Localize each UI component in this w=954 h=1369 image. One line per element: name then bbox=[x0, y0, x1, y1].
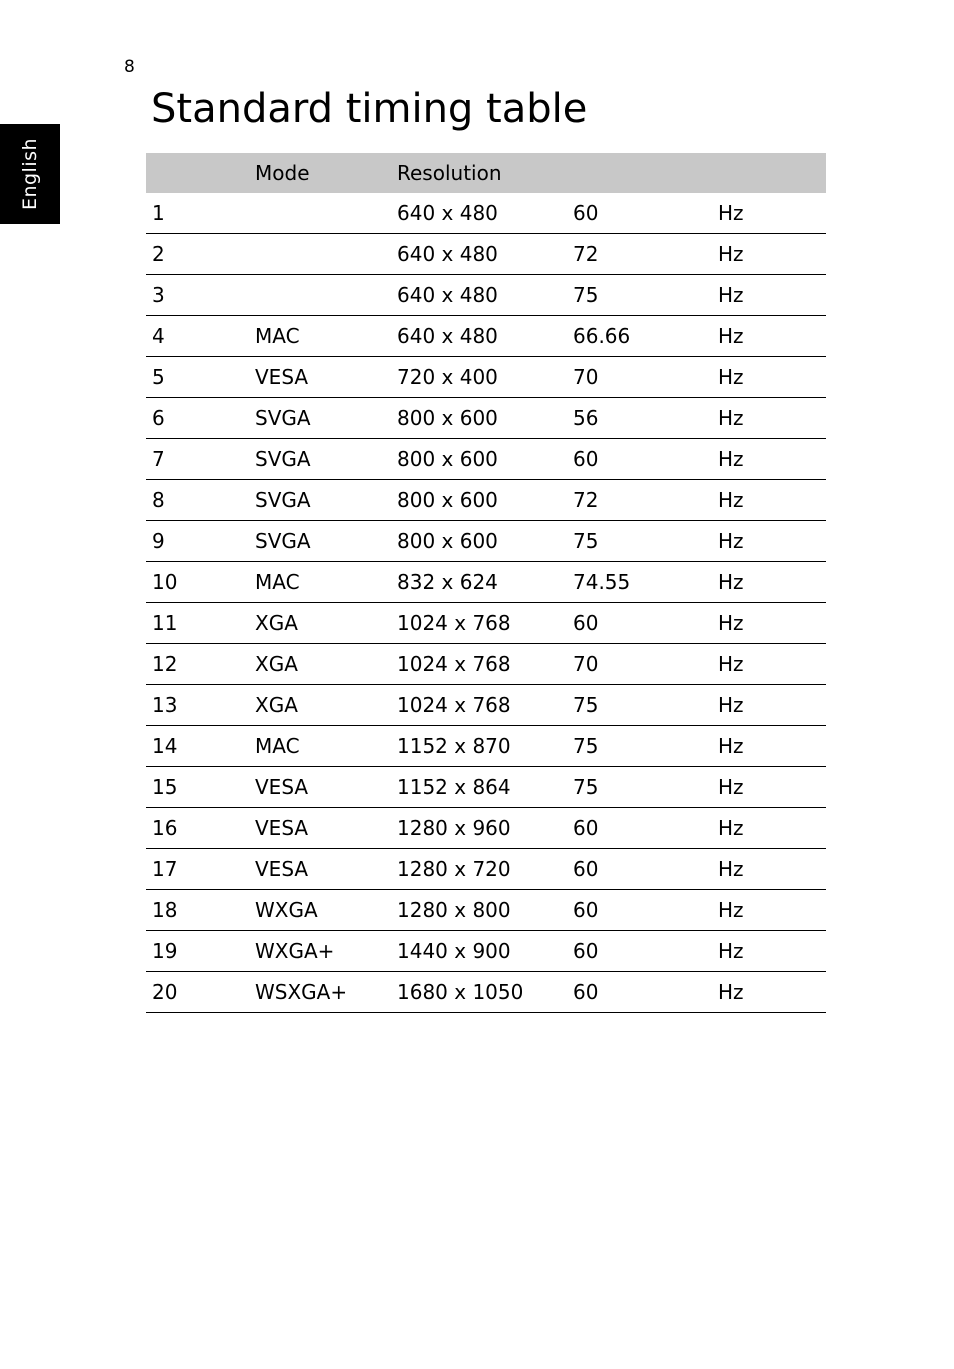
unit-cell: Hz bbox=[712, 931, 826, 972]
frequency-cell: 66.66 bbox=[567, 316, 712, 357]
table-row bbox=[146, 439, 826, 480]
row-number: 5 bbox=[146, 357, 249, 398]
resolution-cell: 1680 x 1050 bbox=[391, 972, 567, 1013]
mode-cell bbox=[249, 275, 391, 316]
table-row bbox=[146, 644, 826, 685]
resolution-cell: 832 x 624 bbox=[391, 562, 567, 603]
unit-cell: Hz bbox=[712, 767, 826, 808]
row-number: 11 bbox=[146, 603, 249, 644]
mode-cell: MAC bbox=[249, 316, 391, 357]
table-row bbox=[146, 234, 826, 275]
unit-cell: Hz bbox=[712, 480, 826, 521]
mode-cell: WXGA bbox=[249, 890, 391, 931]
table-row bbox=[146, 890, 826, 931]
table-row bbox=[146, 193, 826, 234]
resolution-cell: 1280 x 960 bbox=[391, 808, 567, 849]
resolution-cell: 1024 x 768 bbox=[391, 685, 567, 726]
header-frequency bbox=[567, 153, 712, 193]
frequency-cell: 60 bbox=[567, 603, 712, 644]
row-number: 18 bbox=[146, 890, 249, 931]
table-row bbox=[146, 726, 826, 767]
row-number: 17 bbox=[146, 849, 249, 890]
mode-cell: VESA bbox=[249, 767, 391, 808]
resolution-cell: 800 x 600 bbox=[391, 398, 567, 439]
resolution-cell: 1024 x 768 bbox=[391, 644, 567, 685]
table-row bbox=[146, 808, 826, 849]
mode-cell bbox=[249, 193, 391, 234]
table-row bbox=[146, 316, 826, 357]
table-row bbox=[146, 562, 826, 603]
table-row bbox=[146, 931, 826, 972]
mode-cell bbox=[249, 234, 391, 275]
unit-cell: Hz bbox=[712, 890, 826, 931]
mode-cell: VESA bbox=[249, 849, 391, 890]
row-number: 1 bbox=[146, 193, 249, 234]
table-row bbox=[146, 398, 826, 439]
frequency-cell: 74.55 bbox=[567, 562, 712, 603]
resolution-cell: 640 x 480 bbox=[391, 275, 567, 316]
row-number: 15 bbox=[146, 767, 249, 808]
table-row bbox=[146, 275, 826, 316]
resolution-cell: 1440 x 900 bbox=[391, 931, 567, 972]
frequency-cell: 72 bbox=[567, 234, 712, 275]
resolution-cell: 640 x 480 bbox=[391, 316, 567, 357]
resolution-cell: 720 x 400 bbox=[391, 357, 567, 398]
unit-cell: Hz bbox=[712, 603, 826, 644]
frequency-cell: 75 bbox=[567, 767, 712, 808]
mode-cell: SVGA bbox=[249, 480, 391, 521]
table-body bbox=[146, 193, 826, 1013]
language-side-tab bbox=[0, 124, 60, 224]
frequency-cell: 60 bbox=[567, 849, 712, 890]
resolution-cell: 640 x 480 bbox=[391, 193, 567, 234]
table-row bbox=[146, 972, 826, 1013]
frequency-cell: 56 bbox=[567, 398, 712, 439]
unit-cell: Hz bbox=[712, 398, 826, 439]
unit-cell: Hz bbox=[712, 439, 826, 480]
row-number: 14 bbox=[146, 726, 249, 767]
row-number: 10 bbox=[146, 562, 249, 603]
mode-cell: XGA bbox=[249, 644, 391, 685]
row-number: 4 bbox=[146, 316, 249, 357]
row-number: 2 bbox=[146, 234, 249, 275]
unit-cell: Hz bbox=[712, 521, 826, 562]
unit-cell: Hz bbox=[712, 726, 826, 767]
frequency-cell: 75 bbox=[567, 726, 712, 767]
frequency-cell: 60 bbox=[567, 439, 712, 480]
frequency-cell: 75 bbox=[567, 275, 712, 316]
header-mode: Mode bbox=[255, 161, 310, 185]
row-number: 19 bbox=[146, 931, 249, 972]
row-number: 9 bbox=[146, 521, 249, 562]
mode-cell: WXGA+ bbox=[249, 931, 391, 972]
row-number: 3 bbox=[146, 275, 249, 316]
unit-cell: Hz bbox=[712, 685, 826, 726]
mode-cell: VESA bbox=[249, 808, 391, 849]
unit-cell: Hz bbox=[712, 316, 826, 357]
table-row bbox=[146, 603, 826, 644]
resolution-cell: 800 x 600 bbox=[391, 439, 567, 480]
frequency-cell: 60 bbox=[567, 193, 712, 234]
mode-cell: WSXGA+ bbox=[249, 972, 391, 1013]
frequency-cell: 75 bbox=[567, 521, 712, 562]
unit-cell: Hz bbox=[712, 193, 826, 234]
unit-cell: Hz bbox=[712, 972, 826, 1013]
mode-cell: XGA bbox=[249, 603, 391, 644]
row-number: 12 bbox=[146, 644, 249, 685]
frequency-cell: 75 bbox=[567, 685, 712, 726]
table-row bbox=[146, 357, 826, 398]
unit-cell: Hz bbox=[712, 644, 826, 685]
frequency-cell: 72 bbox=[567, 480, 712, 521]
unit-cell: Hz bbox=[712, 808, 826, 849]
frequency-cell: 70 bbox=[567, 357, 712, 398]
mode-cell: XGA bbox=[249, 685, 391, 726]
resolution-cell: 1152 x 870 bbox=[391, 726, 567, 767]
frequency-cell: 70 bbox=[567, 644, 712, 685]
resolution-cell: 800 x 600 bbox=[391, 521, 567, 562]
resolution-cell: 800 x 600 bbox=[391, 480, 567, 521]
resolution-cell: 1024 x 768 bbox=[391, 603, 567, 644]
page-title: Standard timing table bbox=[151, 86, 588, 132]
mode-cell: SVGA bbox=[249, 521, 391, 562]
table-row bbox=[146, 767, 826, 808]
mode-cell: VESA bbox=[249, 357, 391, 398]
mode-cell: MAC bbox=[249, 726, 391, 767]
standard-timing-table bbox=[146, 153, 826, 1013]
header-unit bbox=[712, 153, 826, 193]
resolution-cell: 640 x 480 bbox=[391, 234, 567, 275]
table-row bbox=[146, 685, 826, 726]
resolution-cell: 1152 x 864 bbox=[391, 767, 567, 808]
table-row bbox=[146, 849, 826, 890]
frequency-cell: 60 bbox=[567, 890, 712, 931]
header-resolution: Resolution bbox=[397, 161, 502, 185]
unit-cell: Hz bbox=[712, 849, 826, 890]
unit-cell: Hz bbox=[712, 275, 826, 316]
language-side-tab-label: English bbox=[19, 137, 41, 211]
row-number: 7 bbox=[146, 439, 249, 480]
row-number: 16 bbox=[146, 808, 249, 849]
frequency-cell: 60 bbox=[567, 808, 712, 849]
table-row bbox=[146, 480, 826, 521]
unit-cell: Hz bbox=[712, 234, 826, 275]
mode-cell: SVGA bbox=[249, 439, 391, 480]
mode-cell: MAC bbox=[249, 562, 391, 603]
row-number: 20 bbox=[146, 972, 249, 1013]
resolution-cell: 1280 x 800 bbox=[391, 890, 567, 931]
table-header-row bbox=[146, 153, 826, 193]
frequency-cell: 60 bbox=[567, 972, 712, 1013]
unit-cell: Hz bbox=[712, 357, 826, 398]
row-number: 6 bbox=[146, 398, 249, 439]
mode-cell: SVGA bbox=[249, 398, 391, 439]
header-number bbox=[146, 153, 249, 193]
resolution-cell: 1280 x 720 bbox=[391, 849, 567, 890]
page-number: 8 bbox=[124, 57, 135, 77]
row-number: 13 bbox=[146, 685, 249, 726]
frequency-cell: 60 bbox=[567, 931, 712, 972]
table-row bbox=[146, 521, 826, 562]
unit-cell: Hz bbox=[712, 562, 826, 603]
row-number: 8 bbox=[146, 480, 249, 521]
